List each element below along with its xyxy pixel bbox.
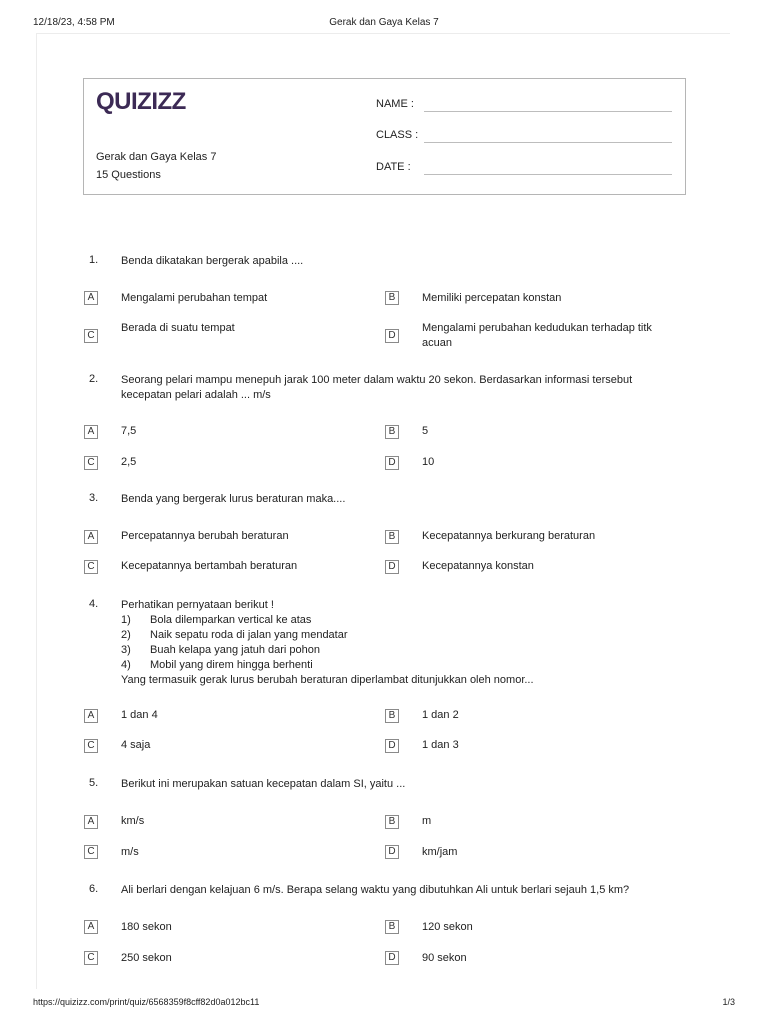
option-letter-box: D xyxy=(385,456,399,470)
name-line xyxy=(424,111,672,112)
date-line xyxy=(424,174,672,175)
question-text: Benda yang bergerak lurus beraturan maka.... xyxy=(121,493,346,505)
option-letter-box: B xyxy=(385,920,399,934)
question-count: 15 Questions xyxy=(96,169,161,181)
option-letter-box: C xyxy=(84,560,98,574)
question-text: Benda dikatakan bergerak apabila .... xyxy=(121,255,304,267)
option-letter-box: D xyxy=(385,329,399,343)
option-text: 5 xyxy=(422,425,429,437)
option-letter-box: A xyxy=(84,815,98,829)
question-number: 1. xyxy=(89,254,99,266)
option-text: 1 dan 4 xyxy=(121,709,158,721)
option-letter-box: C xyxy=(84,739,98,753)
option-text: 7,5 xyxy=(121,425,137,437)
question-text: Berikut ini merupakan satuan kecepatan dalam SI, yaitu ... xyxy=(121,778,406,790)
date-field xyxy=(376,161,672,175)
option-text: 90 sekon xyxy=(422,952,467,964)
option-letter-box: C xyxy=(84,329,98,343)
option-text: km/jam xyxy=(422,846,458,858)
quiz-info-box xyxy=(83,78,686,195)
list-item-text: Buah kelapa yang jatuh dari pohon xyxy=(150,644,321,656)
option-text: 10 xyxy=(422,456,435,468)
question-text: Ali berlari dengan kelajuan 6 m/s. Berapa selang waktu yang dibutuhkan Ali untuk berlari sejauh 1,5 km? xyxy=(121,884,630,896)
option-letter-box: B xyxy=(385,425,399,439)
list-item-text: Mobil yang direm hingga berhenti xyxy=(150,659,313,671)
option-text: Mengalami perubahan tempat xyxy=(121,292,268,304)
option-letter-box: C xyxy=(84,845,98,859)
page-number: 1/3 xyxy=(722,997,735,1007)
date-label: DATE : xyxy=(376,161,411,173)
option-letter-box: B xyxy=(385,815,399,829)
class-field xyxy=(376,129,672,143)
option-text: 1 dan 3 xyxy=(422,739,459,751)
option-text: Kecepatannya bertambah beraturan xyxy=(121,560,298,572)
question-number: 5. xyxy=(89,777,99,789)
option-letter-box: D xyxy=(385,739,399,753)
option-text: Kecepatannya berkurang beraturan xyxy=(422,530,596,542)
list-item-number: 2) xyxy=(121,629,131,641)
option-text: Mengalami perubahan kedudukan terhadap titk acuan xyxy=(422,322,652,349)
print-url: https://quizizz.com/print/quiz/6568359f8cff82d0a012bc11 xyxy=(33,997,260,1007)
option-letter-box: A xyxy=(84,920,98,934)
option-text: m xyxy=(422,815,432,827)
question-number: 4. xyxy=(89,598,99,610)
question-number: 3. xyxy=(89,492,99,504)
option-text: km/s xyxy=(121,815,145,827)
option-text: 4 saja xyxy=(121,739,151,751)
option-text: Percepatannya berubah beraturan xyxy=(121,530,289,542)
option-text: Memiliki percepatan konstan xyxy=(422,292,562,304)
print-title: Gerak dan Gaya Kelas 7 xyxy=(329,17,439,28)
option-letter-box: D xyxy=(385,560,399,574)
quiz-title: Gerak dan Gaya Kelas 7 xyxy=(96,151,217,163)
option-letter-box: D xyxy=(385,845,399,859)
question-number: 2. xyxy=(89,373,99,385)
quizizz-logo: QUIZIZZ xyxy=(96,88,186,115)
question-block xyxy=(121,598,666,688)
option-letter-box: B xyxy=(385,530,399,544)
question-closing-text: Yang termasuik gerak lurus berubah beraturan diperlambat ditunjukkan oleh nomor... xyxy=(121,674,534,686)
question-text: Perhatikan pernyataan berikut ! xyxy=(121,599,274,611)
page-border-top xyxy=(36,33,730,34)
option-letter-box: A xyxy=(84,709,98,723)
option-letter-box: A xyxy=(84,530,98,544)
option-text: 1 dan 2 xyxy=(422,709,459,721)
list-item xyxy=(121,613,666,628)
list-item xyxy=(121,628,666,643)
list-item-text: Naik sepatu roda di jalan yang mendatar xyxy=(150,629,348,641)
option-letter-box: C xyxy=(84,456,98,470)
list-item-number: 3) xyxy=(121,644,131,656)
list-item-number: 4) xyxy=(121,659,131,671)
question-text: Seorang pelari mampu menepuh jarak 100 meter dalam waktu 20 sekon. Berdasarkan informasi tersebut kecepatan pelari adalah ... m/s xyxy=(121,374,633,401)
list-item xyxy=(121,658,666,673)
option-letter-box: A xyxy=(84,291,98,305)
option-text: 2,5 xyxy=(121,456,137,468)
list-item xyxy=(121,643,666,658)
option-text: 250 sekon xyxy=(121,952,172,964)
option-letter-box: B xyxy=(385,709,399,723)
question-number: 6. xyxy=(89,883,99,895)
option-letter-box: D xyxy=(385,951,399,965)
option-letter-box: C xyxy=(84,951,98,965)
option-text: m/s xyxy=(121,846,139,858)
option-text: Berada di suatu tempat xyxy=(121,322,235,334)
list-item-number: 1) xyxy=(121,614,131,626)
option-text: 180 sekon xyxy=(121,921,172,933)
print-datetime: 12/18/23, 4:58 PM xyxy=(33,17,115,28)
class-line xyxy=(424,142,672,143)
name-label: NAME : xyxy=(376,98,414,110)
option-letter-box: A xyxy=(84,425,98,439)
name-field xyxy=(376,98,672,112)
list-item-text: Bola dilemparkan vertical ke atas xyxy=(150,614,312,626)
statement-list xyxy=(121,613,666,673)
option-letter-box: B xyxy=(385,291,399,305)
option-text: 120 sekon xyxy=(422,921,473,933)
page-border-left xyxy=(36,33,37,989)
option-text: Kecepatannya konstan xyxy=(422,560,534,572)
class-label: CLASS : xyxy=(376,129,419,141)
